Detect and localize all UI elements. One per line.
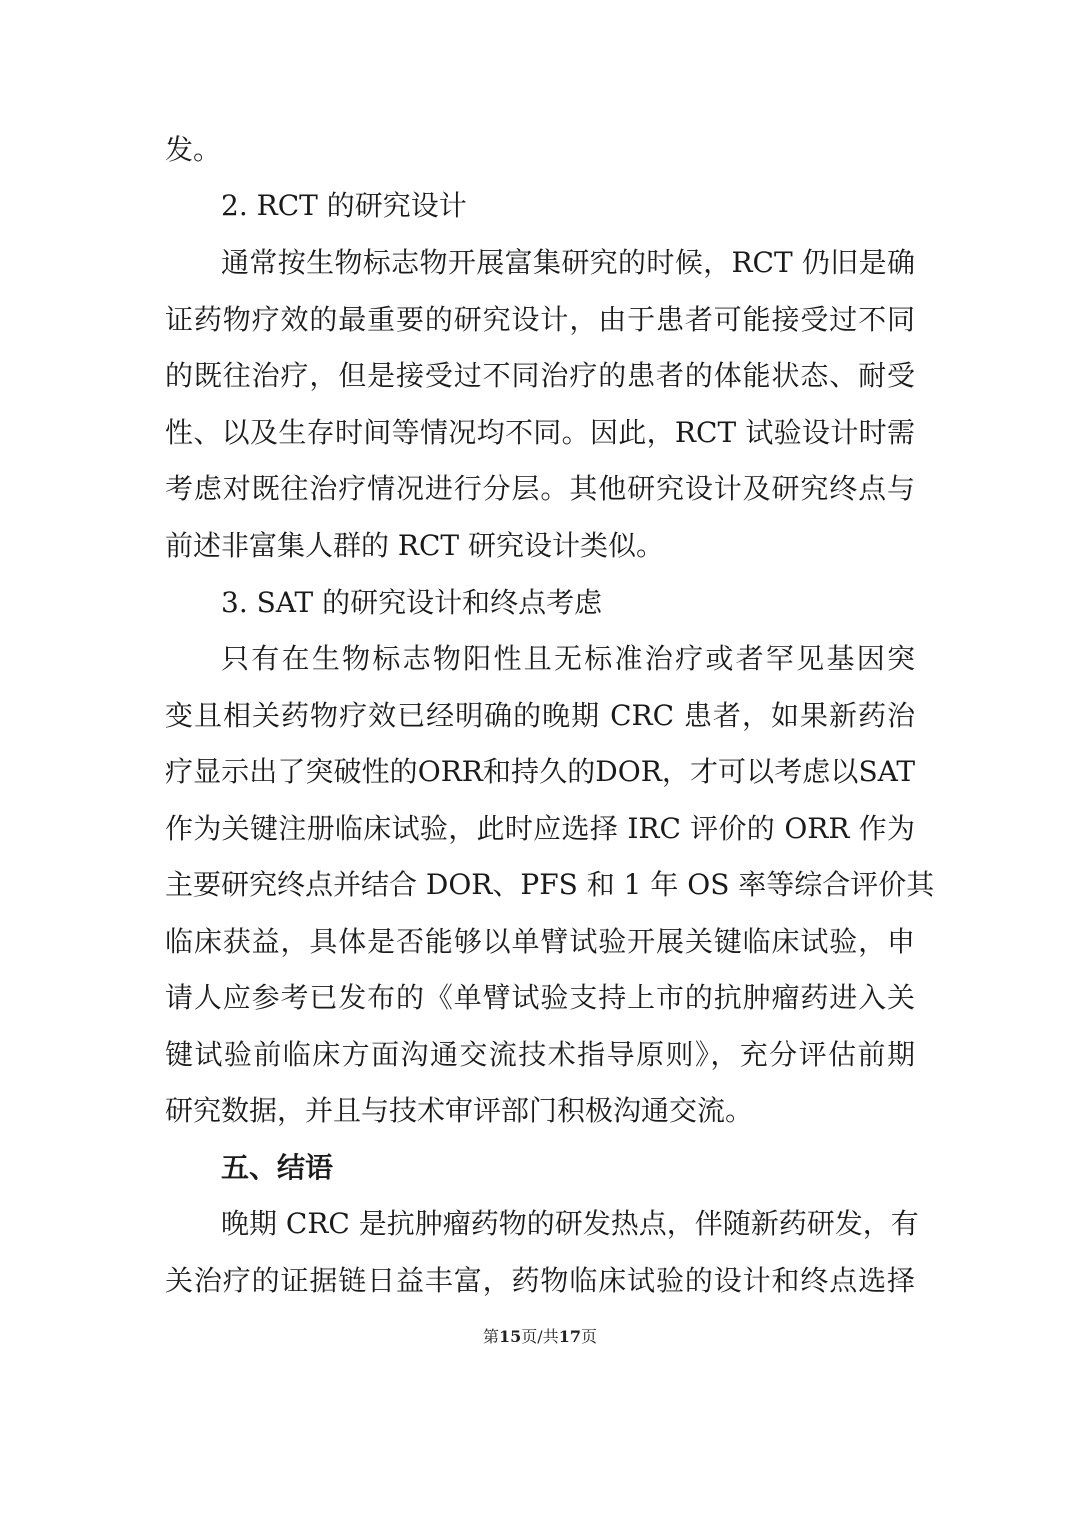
footer-prefix: 第 (483, 1327, 500, 1346)
subheading-sat-design: 3. SAT 的研究设计和终点考虑 (221, 586, 603, 619)
paragraph-line: 关治疗的证据链日益丰富，药物临床试验的设计和终点选择 (165, 1264, 915, 1297)
paragraph-line: 证药物疗效的最重要的研究设计，由于患者可能接受过不同 (165, 303, 915, 336)
paragraph-line: 临床获益，具体是否能够以单臂试验开展关键临床试验，申 (165, 925, 915, 958)
paragraph-line: 晚期 CRC 是抗肿瘤药物的研发热点，伴随新药研发，有 (221, 1207, 919, 1240)
total-page-number: 17 (558, 1327, 581, 1346)
paragraph-line: 变且相关药物疗效已经明确的晚期 CRC 患者，如果新药治 (165, 699, 915, 732)
page-footer (0, 1325, 1080, 1349)
paragraph-line: 考虑对既往治疗情况进行分层。其他研究设计及研究终点与 (165, 472, 915, 505)
current-page-number: 15 (499, 1327, 522, 1346)
paragraph-line: 键试验前临床方面沟通交流技术指导原则》，充分评估前期 (165, 1038, 915, 1071)
paragraph-line: 只有在生物标志物阳性且无标准治疗或者罕见基因突 (221, 642, 915, 675)
paragraph-line: 主要研究终点并结合 DOR、PFS 和 1 年 OS 率等综合评价其 (165, 868, 935, 901)
paragraph-line: 请人应参考已发布的《单臂试验支持上市的抗肿瘤药进入关 (165, 981, 915, 1014)
footer-suffix: 页 (580, 1327, 597, 1346)
paragraph-line: 作为关键注册临床试验，此时应选择 IRC 评价的 ORR 作为 (165, 812, 915, 845)
paragraph-line: 发。 (165, 133, 222, 166)
paragraph-line: 性、以及生存时间等情况均不同。因此，RCT 试验设计时需 (165, 416, 915, 449)
paragraph-line: 的既往治疗，但是接受过不同治疗的患者的体能状态、耐受 (165, 359, 915, 392)
paragraph-line: 前述非富集人群的 RCT 研究设计类似。 (165, 529, 664, 562)
paragraph-line: 研究数据，并且与技术审评部门积极沟通交流。 (165, 1094, 754, 1127)
paragraph-line: 通常按生物标志物开展富集研究的时候，RCT 仍旧是确 (221, 246, 915, 279)
paragraph-line: 疗显示出了突破性的ORR和持久的DOR，才可以考虑以SAT (165, 755, 915, 788)
subheading-rct-design: 2. RCT 的研究设计 (221, 189, 467, 222)
footer-middle: 页/共 (521, 1327, 559, 1346)
section-heading-conclusion: 五、结语 (221, 1151, 334, 1184)
